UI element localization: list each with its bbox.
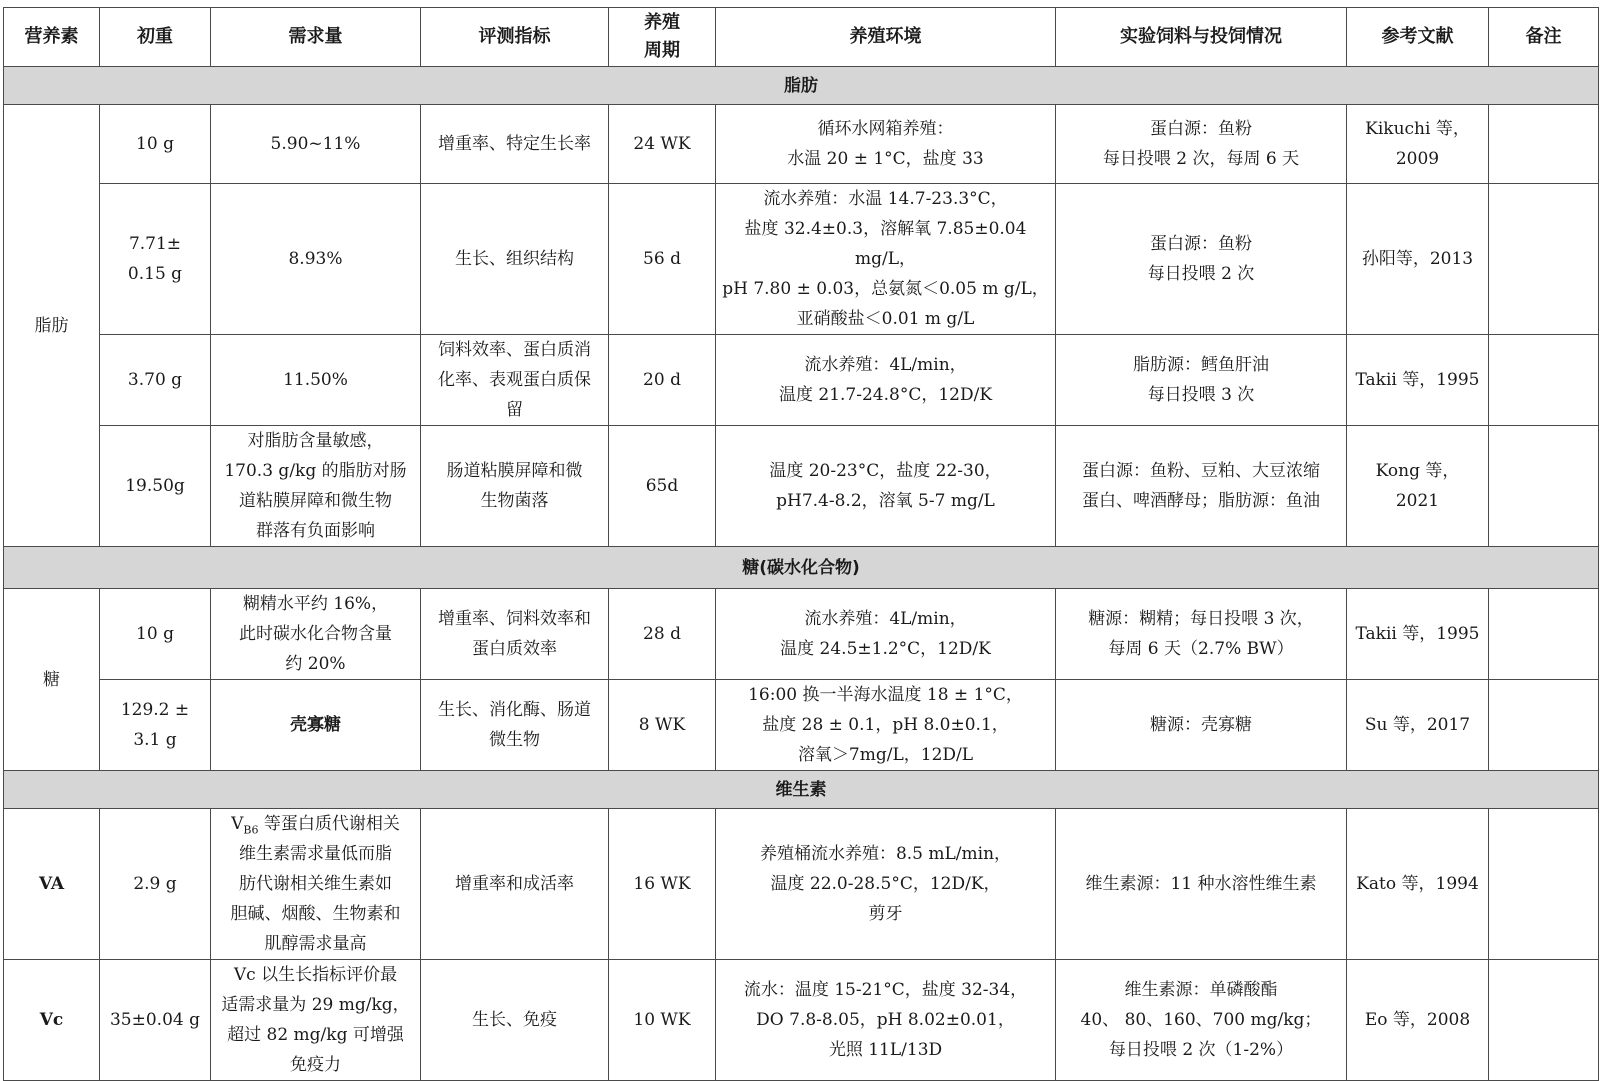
- requirement-prefix: V: [231, 814, 244, 834]
- reference-cell: Takii 等，1995: [1347, 589, 1489, 680]
- header-requirement: 需求量: [211, 8, 421, 67]
- environment-cell: 流水养殖：4L/min， 温度 21.7-24.8°C，12D/K: [716, 335, 1056, 426]
- weight-cell: 10 g: [100, 105, 211, 184]
- feed-cell: 蛋白源：鱼粉 每日投喂 2 次，每周 6 天: [1056, 105, 1347, 184]
- note-cell: [1489, 809, 1599, 960]
- period-cell: 65d: [609, 426, 716, 547]
- indicator-cell: 肠道粘膜屏障和微 生物菌落: [421, 426, 609, 547]
- section-header-vitamin: [4, 771, 1599, 809]
- note-cell: [1489, 680, 1599, 771]
- requirement-cell: [211, 809, 421, 960]
- feed-cell: 蛋白源：鱼粉、豆粕、大豆浓缩 蛋白、啤酒酵母；脂肪源：鱼油: [1056, 426, 1347, 547]
- nutrient-cell: Vc: [4, 960, 100, 1081]
- header-indicator: 评测指标: [421, 8, 609, 67]
- feed-cell: 维生素源：单磷酸酯 40、 80、160、700 mg/kg； 每日投喂 2 次（1-2%）: [1056, 960, 1347, 1081]
- requirement-subscript: B6: [243, 823, 259, 837]
- reference-cell: Su 等，2017: [1347, 680, 1489, 771]
- feed-cell: 维生素源：11 种水溶性维生素: [1056, 809, 1347, 960]
- requirement-cell: 5.90~11%: [211, 105, 421, 184]
- requirement-cell: Vc 以生长指标评价最 适需求量为 29 mg/kg， 超过 82 mg/kg 可增强 免疫力: [211, 960, 421, 1081]
- table-row: [4, 426, 1599, 547]
- note-cell: [1489, 426, 1599, 547]
- environment-cell: 温度 20-23°C，盐度 22-30， pH7.4-8.2，溶氧 5-7 mg/L: [716, 426, 1056, 547]
- requirement-rest: 等蛋白质代谢相关 维生素需求量低而脂 肪代谢相关维生素如 胆碱、烟酸、生物素和 肌醇需求量高: [230, 814, 401, 954]
- period-cell: 10 WK: [609, 960, 716, 1081]
- requirement-cell: 对脂肪含量敏感， 170.3 g/kg 的脂肪对肠 道粘膜屏障和微生物 群落有负面影响: [211, 426, 421, 547]
- weight-cell: 3.70 g: [100, 335, 211, 426]
- reference-cell: Kikuchi 等， 2009: [1347, 105, 1489, 184]
- nutrient-cell: 脂肪: [4, 105, 100, 547]
- header-period: 养殖 周期: [609, 8, 716, 67]
- section-title: 维生素: [4, 771, 1599, 809]
- section-title: 糖(碳水化合物): [4, 547, 1599, 589]
- period-cell: 24 WK: [609, 105, 716, 184]
- reference-cell: 孙阳等，2013: [1347, 184, 1489, 335]
- environment-cell: 流水养殖：4L/min， 温度 24.5±1.2°C，12D/K: [716, 589, 1056, 680]
- indicator-cell: 增重率、特定生长率: [421, 105, 609, 184]
- environment-cell: 流水养殖：水温 14.7-23.3°C， 盐度 32.4±0.3，溶解氧 7.85±0.04 mg/L， pH 7.80 ± 0.03，总氨氮＜0.05 m g/L， 亚硝酸盐＜0.01 m g/L: [716, 184, 1056, 335]
- table-row: [4, 184, 1599, 335]
- environment-cell: 循环水网箱养殖： 水温 20 ± 1°C，盐度 33: [716, 105, 1056, 184]
- table-row: [4, 335, 1599, 426]
- note-cell: [1489, 589, 1599, 680]
- environment-cell: 养殖桶流水养殖：8.5 mL/min， 温度 22.0-28.5°C，12D/K， 剪牙: [716, 809, 1056, 960]
- weight-cell: 10 g: [100, 589, 211, 680]
- nutrient-requirement-table: [3, 7, 1599, 1081]
- table-row: [4, 680, 1599, 771]
- nutrient-requirement-table-wrapper: [3, 7, 1598, 1081]
- nutrient-cell: VA: [4, 809, 100, 960]
- header-nutrient: 营养素: [4, 8, 100, 67]
- reference-cell: Eo 等，2008: [1347, 960, 1489, 1081]
- indicator-cell: 增重率、饲料效率和 蛋白质效率: [421, 589, 609, 680]
- note-cell: [1489, 184, 1599, 335]
- feed-cell: 蛋白源：鱼粉 每日投喂 2 次: [1056, 184, 1347, 335]
- section-header-carbohydrate: [4, 547, 1599, 589]
- feed-cell: 糖源：糊精；每日投喂 3 次， 每周 6 天（2.7% BW）: [1056, 589, 1347, 680]
- header-environment: 养殖环境: [716, 8, 1056, 67]
- table-row: [4, 960, 1599, 1081]
- note-cell: [1489, 335, 1599, 426]
- note-cell: [1489, 105, 1599, 184]
- environment-cell: 流水：温度 15-21°C，盐度 32-34， DO 7.8-8.05，pH 8.02±0.01， 光照 11L/13D: [716, 960, 1056, 1081]
- period-cell: 8 WK: [609, 680, 716, 771]
- indicator-cell: 生长、组织结构: [421, 184, 609, 335]
- feed-cell: 糖源：壳寡糖: [1056, 680, 1347, 771]
- weight-cell: 7.71± 0.15 g: [100, 184, 211, 335]
- header-initial-weight: 初重: [100, 8, 211, 67]
- reference-cell: Takii 等，1995: [1347, 335, 1489, 426]
- weight-cell: 2.9 g: [100, 809, 211, 960]
- note-cell: [1489, 960, 1599, 1081]
- section-title: 脂肪: [4, 67, 1599, 105]
- period-cell: 56 d: [609, 184, 716, 335]
- feed-cell: 脂肪源：鳕鱼肝油 每日投喂 3 次: [1056, 335, 1347, 426]
- section-header-fat: [4, 67, 1599, 105]
- period-cell: 28 d: [609, 589, 716, 680]
- indicator-cell: 生长、免疫: [421, 960, 609, 1081]
- period-cell: 16 WK: [609, 809, 716, 960]
- reference-cell: Kato 等，1994: [1347, 809, 1489, 960]
- requirement-cell: 11.50%: [211, 335, 421, 426]
- environment-cell: 16:00 换一半海水温度 18 ± 1°C， 盐度 28 ± 0.1，pH 8.0±0.1， 溶氧＞7mg/L，12D/L: [716, 680, 1056, 771]
- header-feed: 实验饲料与投饲情况: [1056, 8, 1347, 67]
- indicator-cell: 生长、消化酶、肠道 微生物: [421, 680, 609, 771]
- header-note: 备注: [1489, 8, 1599, 67]
- header-row: [4, 8, 1599, 67]
- table-row: [4, 589, 1599, 680]
- reference-cell: Kong 等， 2021: [1347, 426, 1489, 547]
- indicator-cell: 增重率和成活率: [421, 809, 609, 960]
- weight-cell: 35±0.04 g: [100, 960, 211, 1081]
- requirement-cell: 壳寡糖: [211, 680, 421, 771]
- header-reference: 参考文献: [1347, 8, 1489, 67]
- period-cell: 20 d: [609, 335, 716, 426]
- table-row: [4, 809, 1599, 960]
- weight-cell: 19.50g: [100, 426, 211, 547]
- table-row: [4, 105, 1599, 184]
- requirement-cell: 糊精水平约 16%， 此时碳水化合物含量 约 20%: [211, 589, 421, 680]
- weight-cell: 129.2 ± 3.1 g: [100, 680, 211, 771]
- requirement-cell: 8.93%: [211, 184, 421, 335]
- indicator-cell: 饲料效率、蛋白质消 化率、表观蛋白质保 留: [421, 335, 609, 426]
- nutrient-cell: 糖: [4, 589, 100, 771]
